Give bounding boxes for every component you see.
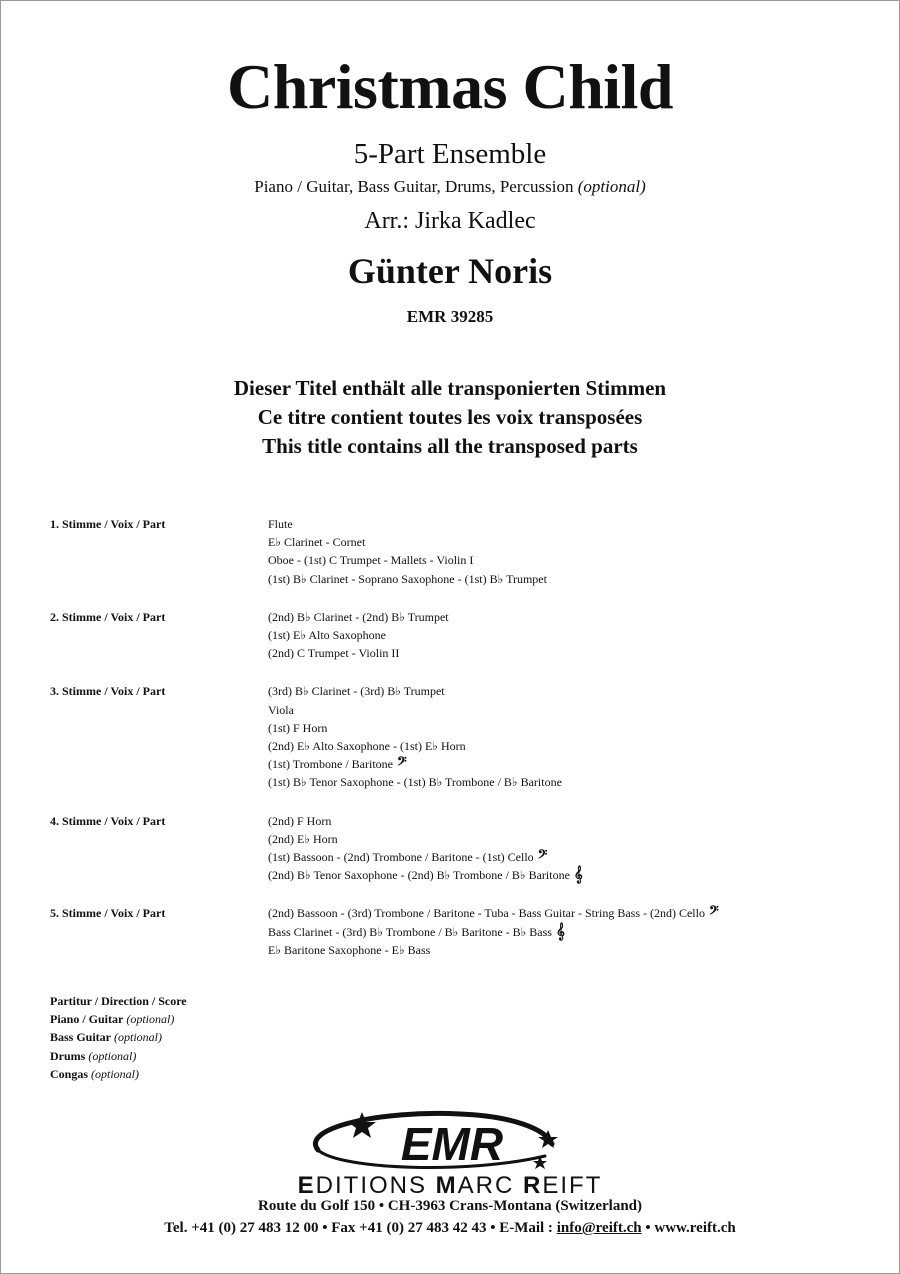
- bass-clef-icon: 𝄢: [397, 756, 407, 773]
- bass-clef-icon: 𝄢: [708, 905, 719, 922]
- page-title: Christmas Child: [227, 51, 673, 122]
- extra-part: Partitur / Direction / Score: [50, 994, 187, 1008]
- part-label: 4. Stimme / Voix / Part: [50, 813, 166, 828]
- bass-clef-icon: 𝄢: [537, 849, 548, 866]
- instrument-line: (2nd) E♭ Alto Saxophone - (1st) E♭ Horn: [268, 739, 466, 754]
- instrumentation: [0, 177, 900, 197]
- part-label: 2. Stimme / Voix / Part: [50, 609, 166, 624]
- email-link[interactable]: info@reift.ch: [556, 1220, 642, 1236]
- logo-text: EMR: [400, 1118, 504, 1170]
- instrument-text: (1st) Bassoon - (2nd) Trombone / Baritone - (1st) Cello: [268, 850, 534, 865]
- emr-logo: [0, 1108, 900, 1178]
- instrumentation-optional: (optional): [577, 177, 646, 196]
- instrumentation-main: Piano / Guitar, Bass Guitar, Drums, Percussion: [254, 177, 574, 196]
- extra-part: Bass Guitar (optional): [50, 1030, 163, 1045]
- arranger: Arr.: Jirka Kadlec: [364, 208, 536, 234]
- ensemble-subtitle: 5-Part Ensemble: [353, 138, 547, 170]
- instrument-text: (2nd) Bassoon - (3rd) Trombone / Baritone - Tuba - Bass Guitar - String Bass - (2nd) Cello: [268, 906, 705, 921]
- part-instruments: [268, 812, 583, 885]
- instrument-text: (1st) Trombone / Baritone: [268, 757, 393, 772]
- emr-logo-icon: [0, 1108, 900, 1178]
- instrument-line: Viola: [268, 702, 294, 717]
- extra-part: Drums (optional): [50, 1048, 137, 1063]
- instrument-line: (1st) E♭ Alto Saxophone: [268, 628, 386, 643]
- part-3: [50, 682, 870, 791]
- notice-english: This title contains all the transposed parts: [262, 434, 638, 458]
- instrument-line: Oboe - (1st) C Trumpet - Mallets - Violin I: [268, 553, 474, 568]
- part-instruments: [268, 515, 547, 588]
- instrument-line: (2nd) E♭ Horn: [268, 831, 338, 846]
- instrument-line: E♭ Baritone Saxophone - E♭ Bass: [268, 942, 431, 957]
- part-label: 1. Stimme / Voix / Part: [50, 517, 166, 531]
- part-label: 5. Stimme / Voix / Part: [50, 906, 166, 921]
- extra-parts-list: [50, 992, 187, 1083]
- instrument-line: (1st) F Horn: [268, 720, 328, 735]
- instrument-line: (2nd) C Trumpet - Violin II: [268, 646, 400, 661]
- part-instruments: [268, 608, 449, 663]
- treble-clef-icon: 𝄞: [573, 867, 583, 884]
- part-4: [50, 812, 870, 885]
- part-label: 3. Stimme / Voix / Part: [50, 684, 166, 699]
- instrument-text: Bass Clarinet - (3rd) B♭ Trombone / B♭ Baritone - B♭ Bass: [268, 924, 552, 939]
- instrument-line: [268, 848, 583, 866]
- part-instruments: [268, 904, 719, 959]
- part-2: [50, 608, 870, 663]
- catalog-number: EMR 39285: [406, 307, 494, 326]
- parts-list: [50, 515, 870, 979]
- instrument-line: [268, 923, 719, 941]
- part-1: [50, 515, 870, 588]
- part-5: [50, 904, 870, 959]
- instrument-line: [268, 866, 583, 884]
- instrument-line: (2nd) B♭ Clarinet - (2nd) B♭ Trumpet: [268, 609, 449, 624]
- treble-clef-icon: 𝄞: [555, 923, 565, 940]
- extra-part: Congas (optional): [50, 1066, 140, 1081]
- composer: Günter Noris: [347, 251, 553, 291]
- extra-part: Piano / Guitar (optional): [50, 1012, 175, 1027]
- instrument-text: (2nd) B♭ Tenor Saxophone - (2nd) B♭ Trombone / B♭ Baritone: [268, 868, 570, 883]
- instrument-line: (1st) B♭ Tenor Saxophone - (1st) B♭ Trombone / B♭ Baritone: [268, 775, 562, 790]
- publisher-address: Route du Golf 150 • CH-3963 Crans-Montana (Switzerland): [258, 1198, 642, 1214]
- part-instruments: [268, 682, 562, 791]
- publisher-name: EDITIONS MARC REIFT: [297, 1172, 603, 1199]
- instrument-line: (2nd) F Horn: [268, 813, 332, 828]
- instrument-line: (3rd) B♭ Clarinet - (3rd) B♭ Trumpet: [268, 684, 445, 699]
- instrument-line: [268, 904, 719, 922]
- instrument-line: E♭ Clarinet - Cornet: [268, 535, 366, 550]
- notice-french: Ce titre contient toutes les voix transposées: [257, 405, 643, 429]
- instrument-line: Flute: [268, 517, 293, 531]
- publisher-contact: Tel. +41 (0) 27 483 12 00 • Fax +41 (0) 27 483 42 43 • E-Mail : info@reift.ch • www.reift.ch: [164, 1220, 736, 1236]
- instrument-line: (1st) B♭ Clarinet - Soprano Saxophone - (1st) B♭ Trumpet: [268, 571, 547, 586]
- notice-german: Dieser Titel enthält alle transponierten Stimmen: [233, 376, 667, 400]
- instrument-line: [268, 755, 562, 773]
